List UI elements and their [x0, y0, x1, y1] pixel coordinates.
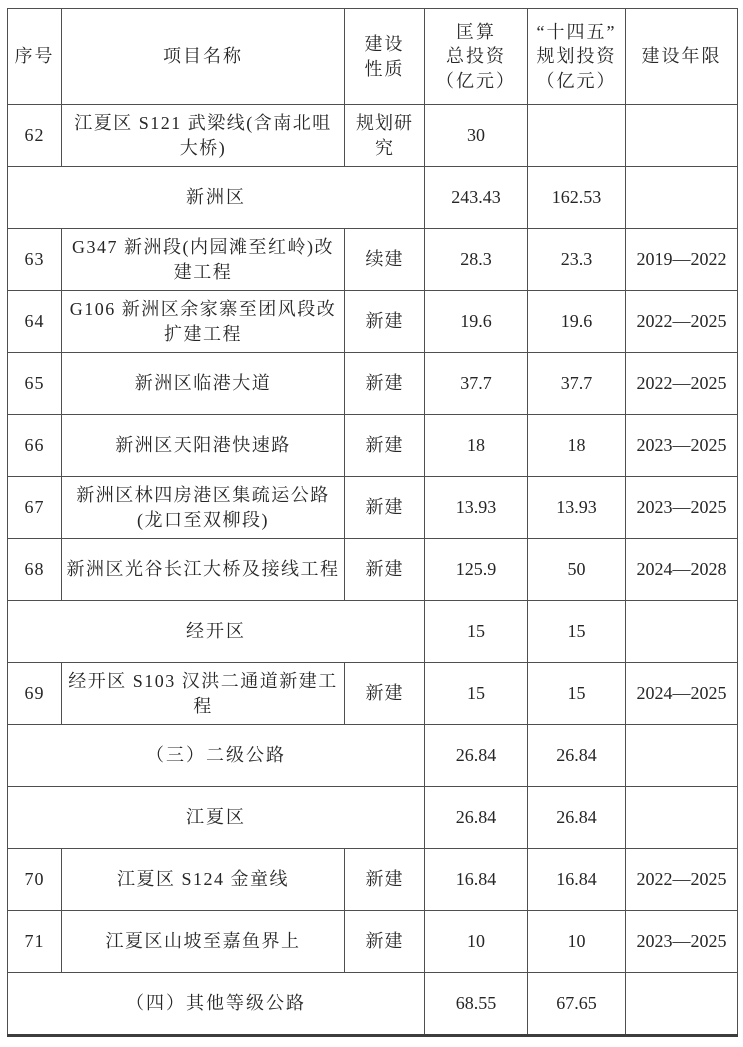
construction-period	[626, 601, 738, 663]
construction-nature: 新建	[345, 353, 425, 415]
total-investment: 15	[425, 663, 528, 725]
header-project-name: 项目名称	[62, 9, 345, 105]
plan-investment: 50	[528, 539, 626, 601]
serial-number: 68	[8, 539, 62, 601]
construction-period: 2024—2028	[626, 539, 738, 601]
plan-investment	[528, 105, 626, 167]
investment-projects-table	[7, 8, 738, 1037]
project-name: 江夏区山坡至嘉鱼界上	[62, 911, 345, 973]
header-total-line2: 总投资	[446, 46, 506, 67]
header-estimated-total-investment	[425, 9, 528, 105]
table-row-project-63	[8, 229, 738, 291]
serial-number: 70	[8, 849, 62, 911]
table-row-project-66	[8, 415, 738, 477]
header-construction-period: 建设年限	[626, 9, 738, 105]
construction-period: 2022—2025	[626, 353, 738, 415]
construction-period	[626, 725, 738, 787]
project-name: G106 新洲区余家寨至团风段改扩建工程	[62, 291, 345, 353]
table-row-summary-other-grade-roads	[8, 973, 738, 1036]
serial-number: 71	[8, 911, 62, 973]
plan-investment: 26.84	[528, 725, 626, 787]
project-name: 江夏区 S121 武梁线(含南北咀大桥)	[62, 105, 345, 167]
plan-investment: 26.84	[528, 787, 626, 849]
plan-investment: 23.3	[528, 229, 626, 291]
plan-investment: 162.53	[528, 167, 626, 229]
serial-number: 62	[8, 105, 62, 167]
header-serial-number: 序号	[8, 9, 62, 105]
total-investment: 15	[425, 601, 528, 663]
header-total-line1: 匡算	[456, 22, 496, 43]
total-investment: 16.84	[425, 849, 528, 911]
plan-investment: 15	[528, 663, 626, 725]
construction-nature: 新建	[345, 415, 425, 477]
summary-label: （三）二级公路	[8, 725, 425, 787]
total-investment: 26.84	[425, 787, 528, 849]
table-row-summary-xinzhou	[8, 167, 738, 229]
table-row-summary-jingkai	[8, 601, 738, 663]
construction-nature: 新建	[345, 663, 425, 725]
construction-nature: 新建	[345, 539, 425, 601]
serial-number: 65	[8, 353, 62, 415]
plan-investment: 10	[528, 911, 626, 973]
table-row-project-64	[8, 291, 738, 353]
total-investment: 26.84	[425, 725, 528, 787]
plan-investment: 67.65	[528, 973, 626, 1036]
header-14th-fiveyear-plan-investment	[528, 9, 626, 105]
table-row-project-68	[8, 539, 738, 601]
construction-period: 2023—2025	[626, 477, 738, 539]
total-investment: 37.7	[425, 353, 528, 415]
construction-period: 2023—2025	[626, 911, 738, 973]
header-plan-line2: 规划投资	[536, 46, 617, 67]
header-plan-line1: “十四五”	[536, 22, 617, 43]
plan-investment: 15	[528, 601, 626, 663]
table-row-summary-secondary-roads	[8, 725, 738, 787]
construction-period	[626, 105, 738, 167]
total-investment: 30	[425, 105, 528, 167]
project-name: 新洲区天阳港快速路	[62, 415, 345, 477]
header-plan-line3: （亿元）	[536, 70, 617, 91]
total-investment: 125.9	[425, 539, 528, 601]
project-name: G347 新洲段(内园滩至红岭)改建工程	[62, 229, 345, 291]
construction-period: 2023—2025	[626, 415, 738, 477]
project-name: 新洲区临港大道	[62, 353, 345, 415]
total-investment: 68.55	[425, 973, 528, 1036]
project-name: 江夏区 S124 金童线	[62, 849, 345, 911]
summary-label: 新洲区	[8, 167, 425, 229]
construction-nature: 规划研究	[345, 105, 425, 167]
project-name: 新洲区光谷长江大桥及接线工程	[62, 539, 345, 601]
total-investment: 243.43	[425, 167, 528, 229]
construction-period	[626, 167, 738, 229]
header-total-line3: （亿元）	[436, 70, 516, 91]
construction-nature: 新建	[345, 911, 425, 973]
table-row-project-65	[8, 353, 738, 415]
construction-nature: 新建	[345, 849, 425, 911]
plan-investment: 13.93	[528, 477, 626, 539]
construction-period: 2022—2025	[626, 849, 738, 911]
header-construction-nature-line1: 建设	[364, 34, 405, 55]
plan-investment: 16.84	[528, 849, 626, 911]
table-row-project-62	[8, 105, 738, 167]
serial-number: 63	[8, 229, 62, 291]
construction-period	[626, 787, 738, 849]
plan-investment: 37.7	[528, 353, 626, 415]
summary-label: 江夏区	[8, 787, 425, 849]
total-investment: 18	[425, 415, 528, 477]
table-row-project-69	[8, 663, 738, 725]
construction-period	[626, 973, 738, 1036]
total-investment: 10	[425, 911, 528, 973]
total-investment: 28.3	[425, 229, 528, 291]
serial-number: 66	[8, 415, 62, 477]
construction-period: 2024—2025	[626, 663, 738, 725]
serial-number: 67	[8, 477, 62, 539]
summary-label: 经开区	[8, 601, 425, 663]
table-row-project-67	[8, 477, 738, 539]
table-row-summary-jiangxia	[8, 787, 738, 849]
plan-investment: 19.6	[528, 291, 626, 353]
construction-period: 2019—2022	[626, 229, 738, 291]
total-investment: 13.93	[425, 477, 528, 539]
serial-number: 69	[8, 663, 62, 725]
table-row-project-70	[8, 849, 738, 911]
project-name: 新洲区林四房港区集疏运公路(龙口至双柳段)	[62, 477, 345, 539]
construction-nature: 新建	[345, 477, 425, 539]
construction-period: 2022—2025	[626, 291, 738, 353]
total-investment: 19.6	[425, 291, 528, 353]
construction-nature: 续建	[345, 229, 425, 291]
serial-number: 64	[8, 291, 62, 353]
project-name: 经开区 S103 汉洪二通道新建工程	[62, 663, 345, 725]
construction-nature: 新建	[345, 291, 425, 353]
table-row-project-71	[8, 911, 738, 973]
header-construction-nature-line2: 性质	[364, 58, 405, 79]
header-construction-nature	[345, 9, 425, 105]
table-header-row	[8, 9, 738, 105]
summary-label: （四）其他等级公路	[8, 973, 425, 1036]
plan-investment: 18	[528, 415, 626, 477]
